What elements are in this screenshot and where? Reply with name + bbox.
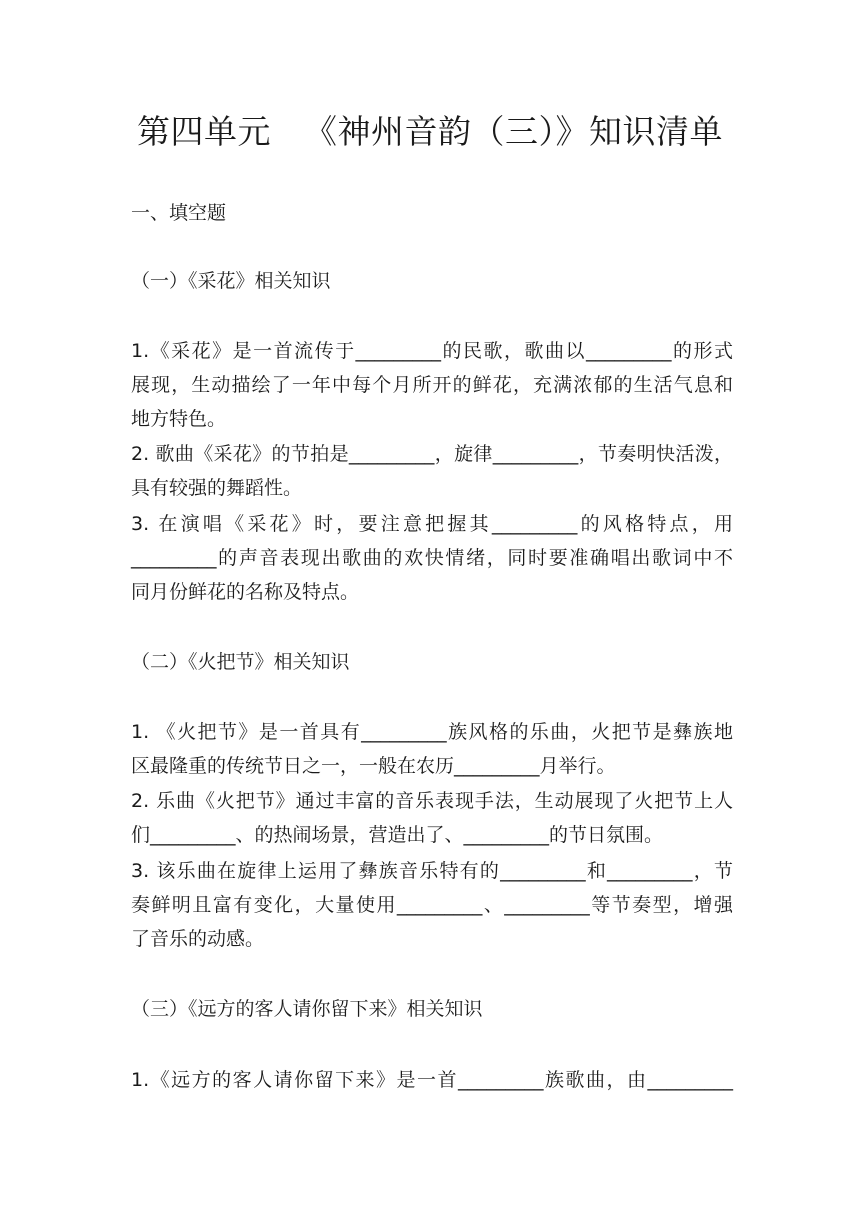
question-line: 3. 该乐曲在旋律上运用了彝族音乐特有的_________和_________，节 [131,860,733,882]
question-line: 2. 乐曲《火把节》通过丰富的音乐表现手法，生动展现了火把节上人 [131,790,733,812]
question-item [131,784,733,852]
question-item [131,334,733,436]
question-line: 1. 《火把节》是一首具有_________族风格的乐曲，火把节是彝族地 [131,721,733,743]
question-line: 地方特色。 [131,408,227,430]
question-line: 奏鲜明且富有变化，大量使用_________、_________等节奏型，增强 [131,894,733,916]
question-item [131,507,733,609]
question-line: 了音乐的动感。 [131,928,265,950]
question-line: 2. 歌曲《采花》的节拍是_________，旋律_________，节奏明快活泼， [131,443,733,465]
question-line: 1.《远方的客人请你留下来》是一首_________族歌曲，由_________ [131,1069,733,1091]
question-item [131,854,733,956]
question-line: 展现，生动描绘了一年中每个月所开的鲜花，充满浓郁的生活气息和 [131,374,733,396]
question-item [131,715,733,783]
question-item [131,1063,733,1097]
page-title: 第四单元 《神州音韵（三）》知识清单 [137,112,723,151]
question-line: _________的声音表现出歌曲的欢快情绪，同时要准确唱出歌词中不 [131,547,733,569]
group-heading-huobajie: （二）《火把节》相关知识 [131,651,350,673]
question-line: 区最隆重的传统节日之一，一般在农历_________月举行。 [131,755,616,777]
group-heading-yuanfang: （三）《远方的客人请你留下来》相关知识 [131,998,483,1020]
question-line: 们_________、的热闹场景，营造出了、_________的节日氛围。 [131,824,664,846]
group-heading-caihua: （一）《采花》相关知识 [131,270,331,292]
section-heading: 一、填空题 [131,202,227,224]
question-line: 1.《采花》是一首流传于_________的民歌，歌曲以_________的形式 [131,340,733,362]
question-line: 具有较强的舞蹈性。 [131,477,303,499]
question-line: 3. 在演唱《采花》时，要注意把握其_________的风格特点，用 [131,513,733,535]
question-item [131,437,733,505]
question-line: 同月份鲜花的名称及特点。 [131,581,360,603]
